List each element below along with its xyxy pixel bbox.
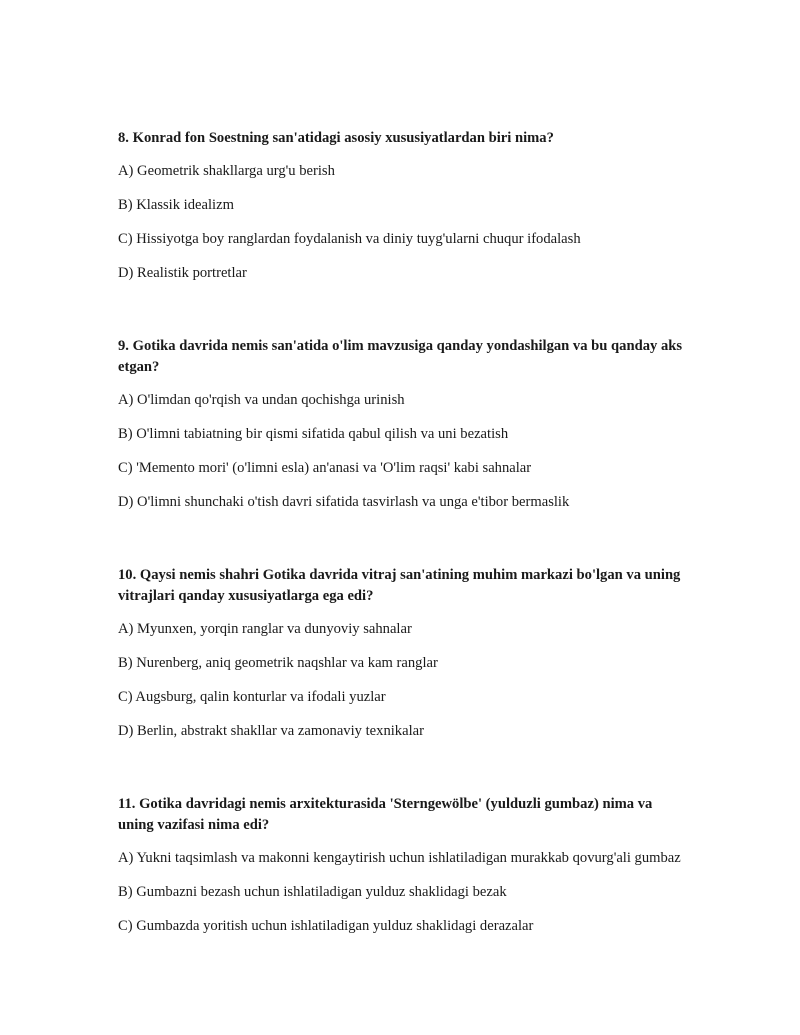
option-d: D) Realistik portretlar <box>118 265 247 281</box>
option-c: C) Gumbazda yoritish uchun ishlatiladigan yulduz shaklidagi derazalar <box>118 918 534 934</box>
question-title: 11. Gotika davridagi nemis arxitekturasida 'Sterngewölbe' (yulduzli gumbaz) nima va uning vazifasi nima edi? <box>118 796 653 833</box>
option-c: C) 'Memento mori' (o'limni esla) an'anasi va 'O'lim raqsi' kabi sahnalar <box>118 460 532 476</box>
option-b: B) Klassik idealizm <box>118 197 234 213</box>
option-a: A) O'limdan qo'rqish va undan qochishga urinish <box>118 392 405 408</box>
option-d: D) Berlin, abstrakt shakllar va zamonaviy texnikalar <box>118 723 424 739</box>
option-d: D) O'limni shunchaki o'tish davri sifatida tasvirlash va unga e'tibor bermaslik <box>118 494 570 510</box>
question-title: 10. Qaysi nemis shahri Gotika davrida vitraj san'atining muhim markazi bo'lgan va uning vitrajlari qanday xususiyatlarga ega edi? <box>118 567 681 604</box>
option-b: B) Gumbazni bezash uchun ishlatiladigan yulduz shaklidagi bezak <box>118 884 507 900</box>
question-10 <box>118 565 688 742</box>
option-c: C) Augsburg, qalin konturlar va ifodali yuzlar <box>118 689 386 705</box>
question-title: 9. Gotika davrida nemis san'atida o'lim mavzusiga qanday yondashilgan va bu qanday aks etgan? <box>118 338 683 375</box>
option-c: C) Hissiyotga boy ranglardan foydalanish va diniy tuyg'ularni chuqur ifodalash <box>118 231 581 247</box>
option-b: B) Nurenberg, aniq geometrik naqshlar va kam ranglar <box>118 655 438 671</box>
option-a: A) Yukni taqsimlash va makonni kengaytirish uchun ishlatiladigan murakkab qovurg'ali gumbaz <box>118 850 681 866</box>
document-page <box>118 128 688 950</box>
option-b: B) O'limni tabiatning bir qismi sifatida qabul qilish va uni bezatish <box>118 426 509 442</box>
question-8 <box>118 128 688 284</box>
question-11 <box>118 794 688 937</box>
option-a: A) Geometrik shakllarga urg'u berish <box>118 163 335 179</box>
question-spacer <box>118 526 688 565</box>
option-a: A) Myunxen, yorqin ranglar va dunyoviy sahnalar <box>118 621 412 637</box>
question-spacer <box>118 755 688 794</box>
question-9 <box>118 336 688 513</box>
question-spacer <box>118 297 688 336</box>
question-title: 8. Konrad fon Soestning san'atidagi asosiy xususiyatlardan biri nima? <box>118 130 554 146</box>
